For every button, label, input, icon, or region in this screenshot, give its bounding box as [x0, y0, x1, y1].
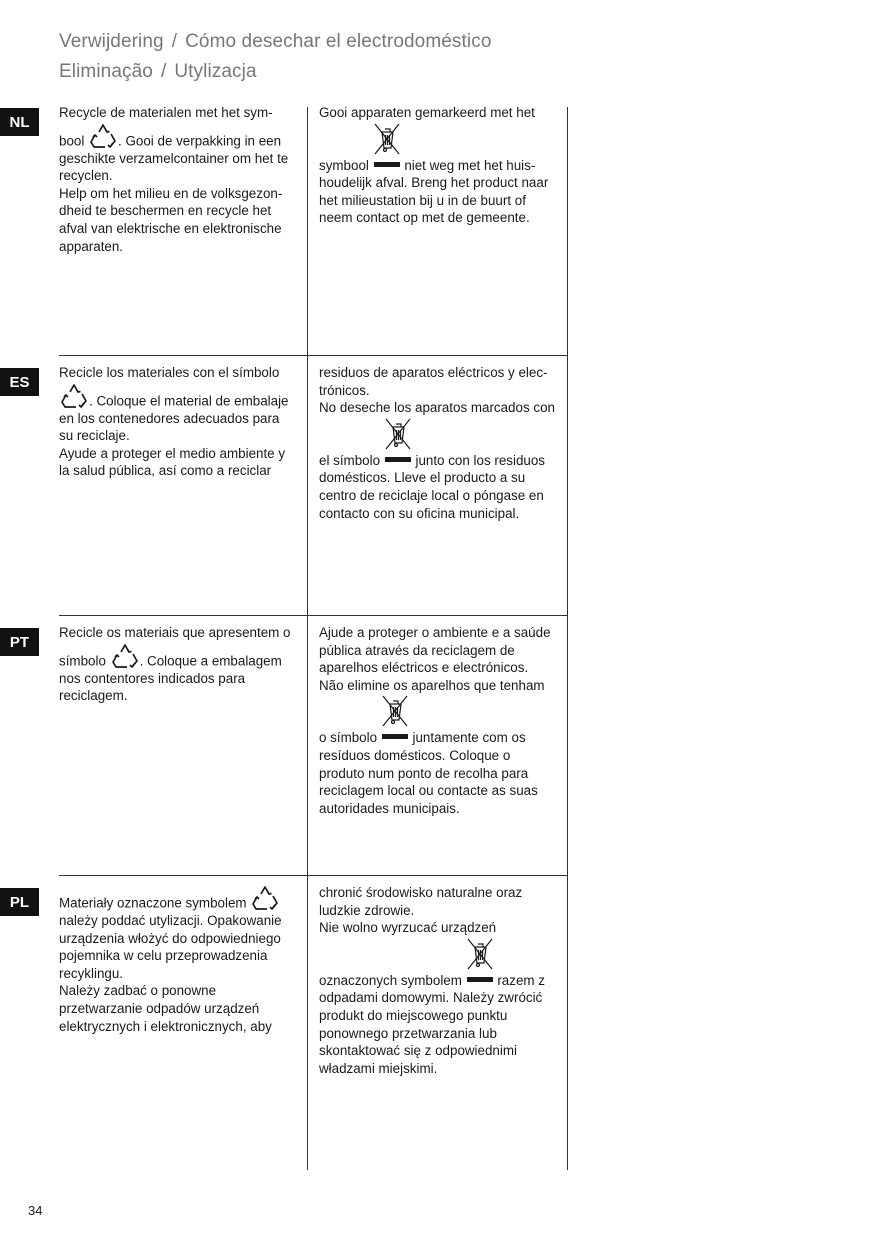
- title-es: Cómo desechar el electrodoméstico: [185, 31, 492, 52]
- recycle-icon: [88, 122, 118, 150]
- section-divider-es: [59, 355, 568, 356]
- title-separator: /: [160, 61, 167, 82]
- lang-tab-es: ES: [0, 368, 39, 396]
- lang-tab-pl: PL: [0, 888, 39, 916]
- crossed-out-wheelie-bin-icon: [466, 937, 494, 985]
- lang-tab-pt: PT: [0, 628, 39, 656]
- pt-right-column: [319, 624, 559, 817]
- lang-tab-nl: NL: [0, 108, 39, 136]
- crossed-out-wheelie-bin-icon: [381, 694, 409, 742]
- pl-right-paragraph-2: oznaczonych symbolem razem z odpadami domowymi. Należy zwrócić produkt do miejscowego punktu ponownego przetwarzania lub skontaktować się z odpowiednimi władzami miejskimi.: [319, 937, 559, 1078]
- pt-left-line-1: Recicle os materiais que apresentem o: [59, 625, 291, 640]
- recycle-icon: [110, 642, 140, 670]
- es-right-line: No deseche los aparatos marcados con: [319, 400, 555, 416]
- section-divider-pl: [59, 875, 568, 876]
- es-left-line-1: Recicle los materiales con el símbolo: [59, 365, 280, 380]
- pl-right-line: Nie wolno wyrzucać urządzeń: [319, 920, 497, 936]
- pl-left-column: [59, 884, 295, 1035]
- column-divider: [307, 107, 308, 1170]
- crossed-out-wheelie-bin-icon: [384, 417, 412, 465]
- es-right-paragraph-2: el símbolo junto con los residuos domésticos. Lleve el producto a su centro de reciclaje local o póngase en contacto con su oficina municipal.: [319, 417, 559, 522]
- nl-left-column: [59, 104, 295, 255]
- pt-right-paragraph-2: o símbolo juntamente com os resíduos domésticos. Coloque o produto num ponto de recolha para reciclagem local ou contacte as suas autoridades municipais.: [319, 694, 559, 817]
- es-left-paragraph-1: . Coloque el material de embalaje en los contenedores adecuados para su reciclaje.: [59, 382, 295, 445]
- pl-right-paragraph-1: chronić środowisko naturalne oraz ludzkie zdrowie.: [319, 885, 523, 918]
- nl-left-paragraph-2: Help om het milieu en de volksgezon-dheid te beschermen en recycle het afval van elektrische en elektronische apparaten.: [59, 185, 283, 254]
- right-border: [567, 107, 568, 1170]
- page-number: 34: [28, 1203, 43, 1218]
- pl-left-paragraph-1: Materiały oznaczone symbolem należy poddać utylizacji. Opakowanie urządzenia włożyć do odpowiedniego pojemnika w celu przeprowadzenia recyklingu.: [59, 884, 295, 982]
- nl-right-column: [319, 104, 559, 227]
- es-left-paragraph-2: Ayude a proteger el medio ambiente y la salud pública, así como a reciclar: [59, 445, 286, 479]
- crossed-out-wheelie-bin-icon: [373, 122, 401, 170]
- pt-left-paragraph: símbolo . Coloque a embalagem nos contentores indicados para reciclagem.: [59, 642, 299, 705]
- title-nl: Verwijdering: [59, 31, 164, 52]
- section-divider-pt: [59, 615, 568, 616]
- page-title-line-2: [59, 61, 257, 83]
- page-title-line-1: [59, 31, 491, 53]
- recycle-icon: [59, 382, 89, 410]
- recycle-icon: [250, 884, 280, 912]
- pl-left-paragraph-2: Należy zadbać o ponowne przetwarzanie odpadów urządzeń elektrycznych i elektronicznych, aby: [59, 983, 272, 1034]
- pt-right-paragraph-1: Ajude a proteger o ambiente e a saúde pública através da reciclagem de aparelhos eléctricos e electrónicos.: [319, 625, 551, 676]
- nl-right-paragraph: symbool niet weg met het huis-houdelijk afval. Breng het product naar het milieustation bij u in de buurt of neem contact op met de gemeente.: [319, 122, 559, 227]
- title-pl: Utylizacja: [174, 61, 257, 82]
- pt-left-column: [59, 624, 299, 705]
- pt-right-line: Não elimine os aparelhos que tenham: [319, 677, 545, 693]
- pl-right-column: [319, 884, 559, 1077]
- es-left-column: [59, 364, 295, 480]
- nl-left-paragraph-1: bool . Gooi de verpakking in een geschikte verzamelcontainer om het te recyclen.: [59, 122, 295, 185]
- title-separator: /: [171, 31, 178, 52]
- title-pt: Eliminação: [59, 61, 153, 82]
- nl-right-line-1: Gooi apparaten gemarkeerd met het: [319, 105, 535, 120]
- nl-left-line-1: Recycle de materialen met het sym-: [59, 105, 273, 120]
- es-right-paragraph-1: residuos de aparatos eléctricos y elec-trónicos.: [319, 365, 548, 398]
- es-right-column: [319, 364, 559, 522]
